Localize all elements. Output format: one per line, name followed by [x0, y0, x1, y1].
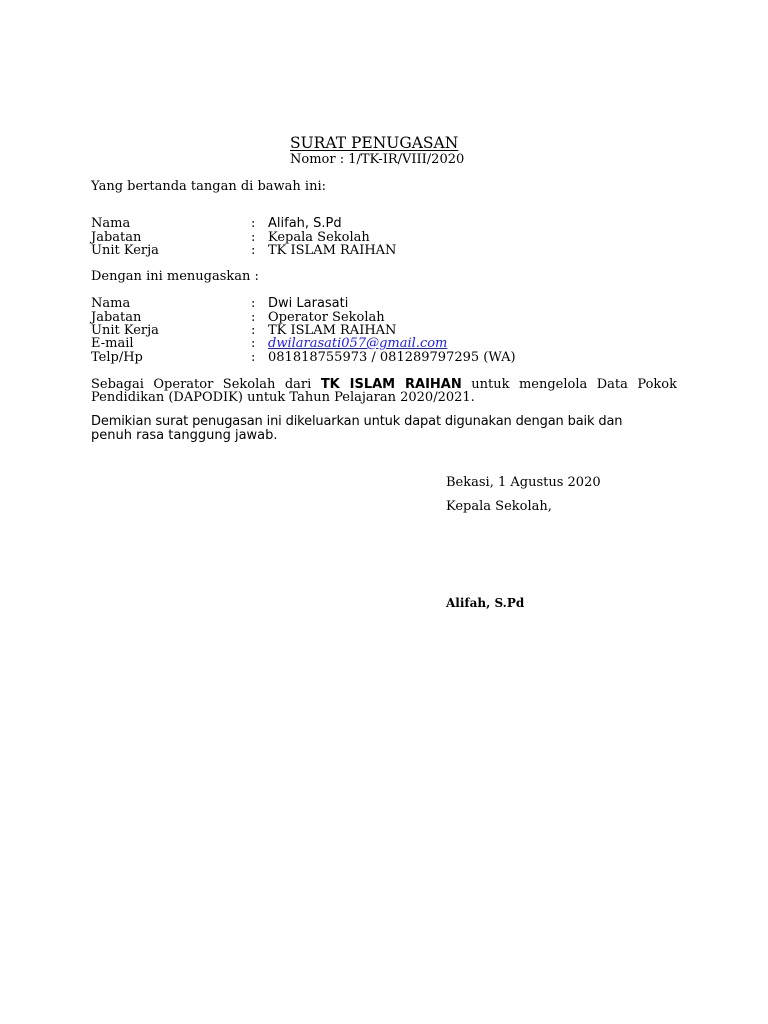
letter-title: SURAT PENUGASAN	[290, 134, 459, 152]
assignee-label-phone: Telp/Hp	[91, 350, 143, 365]
purpose-prefix: Sebagai Operator Sekolah dari	[91, 377, 312, 392]
signature-name: Alifah, S.Pd	[446, 596, 525, 610]
assignee-colon-email: :	[251, 336, 256, 351]
signer-colon-name: :	[251, 216, 256, 231]
assignee-email-link[interactable]: dwilarasati057@gmail.com	[268, 336, 448, 351]
signer-label-unit: Unit Kerja	[91, 243, 159, 258]
assignee-unit: TK ISLAM RAIHAN	[268, 323, 397, 338]
assignee-colon-position: :	[251, 310, 256, 325]
assignee-colon-name: :	[251, 296, 256, 311]
signer-role: Kepala Sekolah,	[446, 499, 552, 514]
closing-line-2: penuh rasa tanggung jawab.	[91, 428, 278, 443]
assignee-colon-unit: :	[251, 323, 256, 338]
signer-label-position: Jabatan	[91, 230, 142, 245]
signer-position: Kepala Sekolah	[268, 230, 370, 245]
assignee-phone: 081818755973 / 081289797295 (WA)	[268, 350, 516, 365]
assignee-colon-phone: :	[251, 350, 256, 365]
closing-line-1: Demikian surat penugasan ini dikeluarkan untuk dapat digunakan dengan baik dan	[91, 414, 623, 429]
intro-text: Yang bertanda tangan di bawah ini:	[91, 179, 326, 194]
signer-name: Alifah, S.Pd	[268, 216, 342, 231]
signer-colon-position: :	[251, 230, 256, 245]
assignee-name: Dwi Larasati	[268, 296, 349, 311]
assignee-label-position: Jabatan	[91, 310, 142, 325]
assign-intro-text: Dengan ini menugaskan :	[91, 269, 259, 284]
assignee-label-email: E-mail	[91, 336, 134, 351]
assignee-label-unit: Unit Kerja	[91, 323, 159, 338]
place-date: Bekasi, 1 Agustus 2020	[446, 475, 601, 490]
purpose-suffix: untuk mengelola Data Pokok	[471, 377, 678, 392]
purpose-school: TK ISLAM RAIHAN	[320, 377, 462, 392]
signer-label-name: Nama	[91, 216, 131, 231]
purpose-line-2: Pendidikan (DAPODIK) untuk Tahun Pelajaran 2020/2021.	[91, 390, 475, 405]
assignee-position: Operator Sekolah	[268, 310, 385, 325]
signer-colon-unit: :	[251, 243, 256, 258]
assignee-label-name: Nama	[91, 296, 131, 311]
letter-number: Nomor : 1/TK-IR/VIII/2020	[290, 152, 465, 167]
signer-unit: TK ISLAM RAIHAN	[268, 243, 397, 258]
